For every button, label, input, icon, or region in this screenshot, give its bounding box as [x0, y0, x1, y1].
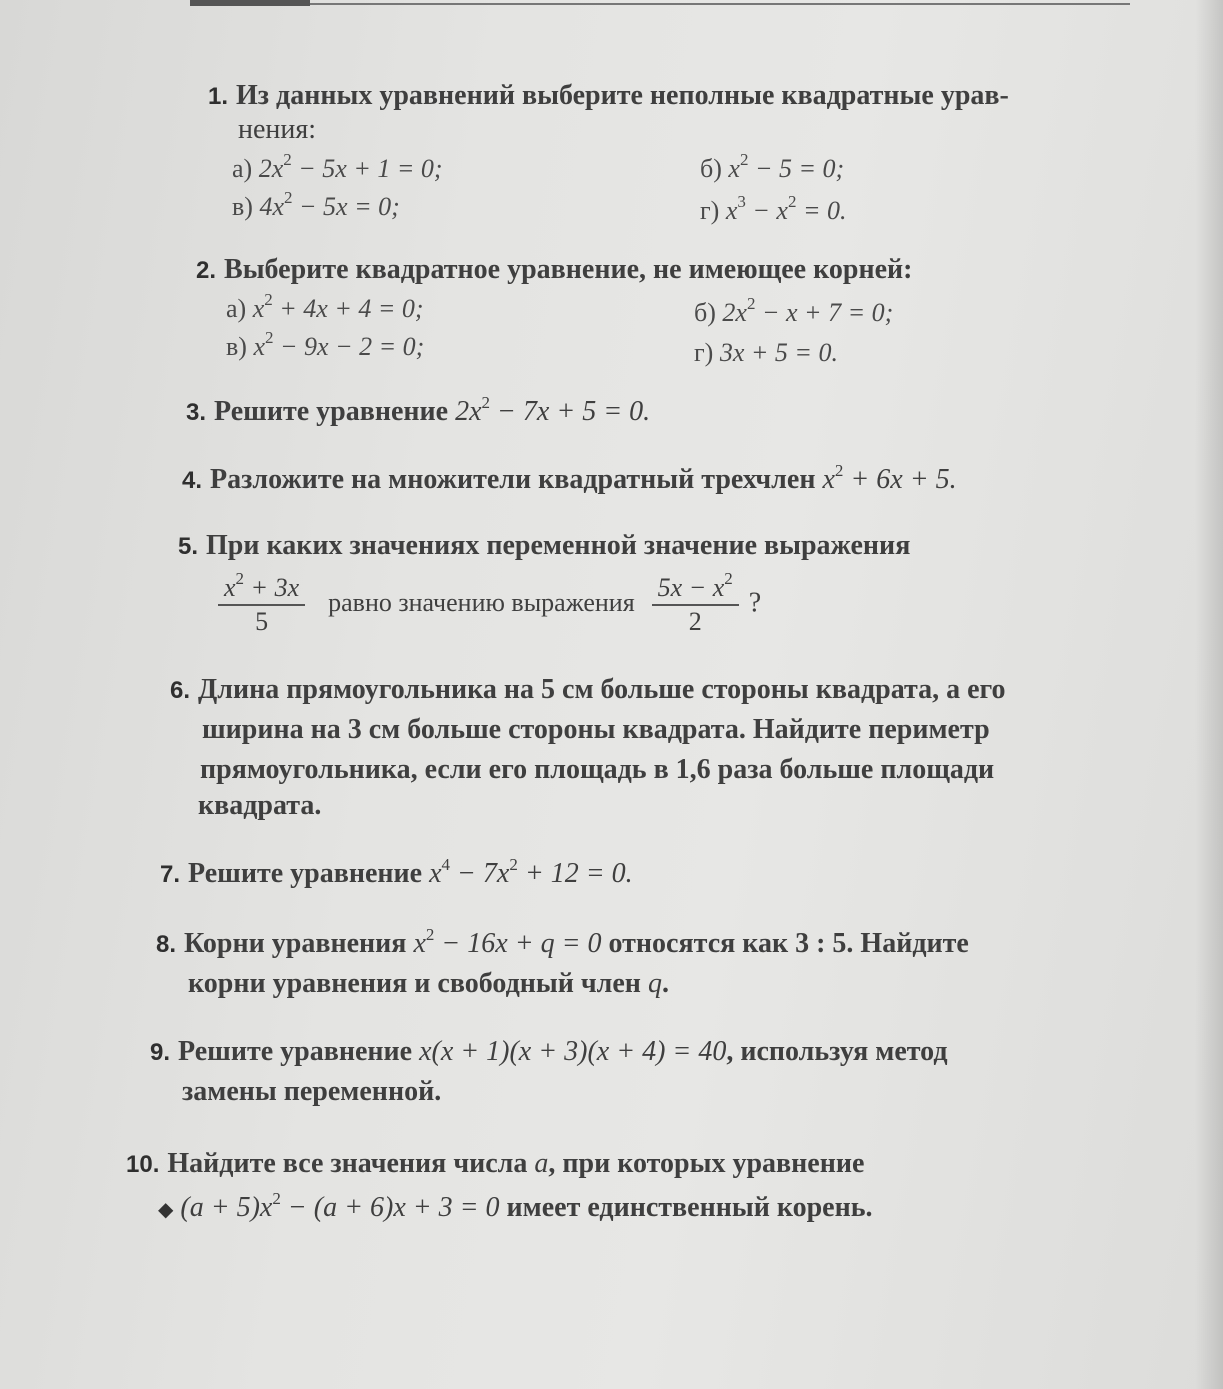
problem-2	[196, 252, 912, 289]
problem-number: 2.	[196, 257, 217, 284]
option-math: 2x	[722, 298, 747, 327]
problem-number: 10.	[126, 1151, 160, 1178]
problem-number: 5.	[178, 533, 199, 560]
option-label: в)	[226, 332, 247, 361]
problem-text: замены переменной.	[182, 1076, 442, 1107]
problem-text: Из данных уравнений выберите неполные квадратные урав-	[236, 80, 1009, 111]
equation: − 16x + q = 0	[434, 928, 602, 959]
problem-text: имеет единственный корень.	[499, 1192, 873, 1223]
problem-1-option-c	[232, 190, 400, 224]
exponent: 2	[264, 290, 273, 310]
option-math: − 5x = 0;	[292, 192, 400, 221]
problem-10-line-2	[158, 1190, 873, 1228]
equation: − (a + 6)x + 3 = 0	[280, 1192, 500, 1223]
problem-6-line-4	[198, 788, 321, 824]
exponent: 2	[425, 924, 435, 944]
exponent: 2	[724, 569, 733, 589]
problem-text: .	[661, 968, 669, 999]
header-bar	[190, 0, 310, 6]
equation: x	[822, 464, 835, 495]
exponent: 2	[264, 328, 274, 348]
option-math: 4x	[259, 192, 284, 221]
numerator: 5x − x	[657, 573, 725, 602]
option-math: 3x + 5 = 0.	[719, 338, 838, 367]
option-math: − 5x + 1 = 0;	[291, 154, 443, 183]
problem-text: Разложите на множители квадратный трехчлен	[210, 464, 823, 495]
problem-text: ширина на 3 см больше стороны квадрата. Найдите периметр	[202, 714, 990, 745]
exponent: 2	[283, 188, 293, 208]
exponent: 2	[746, 294, 756, 314]
problem-number: 9.	[150, 1039, 171, 1066]
equation: + 12 = 0.	[517, 858, 633, 889]
option-math: + 4x + 4 = 0;	[272, 294, 424, 323]
option-label: а)	[226, 294, 247, 323]
problem-text: Длина прямоугольника на 5 см больше стороны квадрата, а его	[198, 674, 1006, 705]
option-math: − x	[745, 196, 788, 225]
problem-text: , при которых уравнение	[548, 1148, 865, 1179]
problem-text: , используя метод	[726, 1036, 948, 1067]
problem-text: Найдите все значения числа	[167, 1148, 535, 1179]
problem-number: 1.	[208, 83, 229, 110]
problem-text: нения:	[238, 114, 317, 145]
problem-1	[208, 78, 1009, 115]
exponent: 4	[441, 854, 451, 874]
equation: + 6x + 5.	[843, 464, 957, 495]
option-label: б)	[694, 298, 716, 327]
denominator: 2	[688, 607, 702, 636]
problem-2-option-b	[694, 296, 893, 330]
option-math: x	[253, 332, 265, 361]
option-math: 2x	[258, 154, 284, 183]
problem-1-option-d	[700, 194, 847, 228]
problem-text: относятся как 3 : 5. Найдите	[601, 928, 969, 959]
option-label: г)	[700, 196, 720, 225]
exponent: 2	[272, 1188, 281, 1208]
problem-text: Решите уравнение	[188, 858, 430, 889]
problem-2-option-a	[226, 292, 424, 326]
option-math: x	[252, 294, 265, 323]
problem-6	[170, 672, 1006, 709]
fraction-1	[218, 569, 305, 638]
problem-7	[160, 856, 633, 893]
fraction-2	[652, 569, 739, 638]
problem-number: 7.	[160, 861, 181, 888]
problem-text: Решите уравнение	[178, 1036, 420, 1067]
problem-3	[186, 394, 650, 431]
problem-5-expression	[208, 569, 762, 638]
equation: 2x	[455, 396, 482, 427]
problem-9-line-2	[182, 1074, 441, 1110]
problem-number: 8.	[156, 931, 177, 958]
problem-1-option-b	[700, 152, 844, 186]
option-math: x	[725, 196, 738, 225]
problem-number: 6.	[170, 677, 191, 704]
option-math: = 0.	[796, 196, 847, 225]
exponent: 2	[481, 392, 491, 412]
problem-2-option-c	[226, 330, 424, 364]
problem-6-line-2	[202, 712, 990, 748]
variable-a: a	[534, 1148, 549, 1179]
problem-2-option-d	[694, 336, 838, 370]
problem-number: 3.	[186, 399, 207, 426]
problem-text: равно значению выражения	[328, 588, 635, 618]
option-label: а)	[232, 154, 253, 183]
exponent: 3	[737, 192, 746, 212]
problem-text: квадрата.	[198, 790, 322, 821]
problem-text: Корни уравнения	[184, 928, 414, 959]
option-math: − x + 7 = 0;	[755, 298, 894, 327]
problem-10	[126, 1146, 864, 1183]
problem-8-line-2	[188, 966, 669, 1002]
problem-4	[182, 462, 957, 499]
problem-text: Выберите квадратное уравнение, не имеющее корней:	[224, 254, 913, 285]
problem-text: корни уравнения и свободный член	[188, 968, 648, 999]
header-rule	[310, 3, 1130, 5]
option-math: x	[728, 154, 740, 183]
problem-text: Решите уравнение	[214, 396, 456, 427]
problem-text: При каких значениях переменной значение выражения	[206, 530, 911, 561]
page-edge-shadow	[1195, 0, 1223, 1389]
option-math: − 5 = 0;	[748, 154, 845, 183]
exponent: 2	[834, 460, 844, 480]
denominator: 5	[255, 607, 269, 636]
variable-q: q	[647, 968, 662, 999]
difficulty-marker-icon: ◆	[158, 1199, 174, 1221]
equation: x(x + 1)(x + 3)(x + 4) = 40	[419, 1036, 727, 1067]
option-label: г)	[694, 338, 714, 367]
equation: (a + 5)x	[180, 1192, 273, 1223]
question-mark: ?	[748, 587, 762, 619]
equation: − 7x + 5 = 0.	[490, 396, 651, 427]
option-label: б)	[700, 154, 722, 183]
numerator: x	[224, 573, 236, 602]
problem-6-line-3	[200, 752, 994, 788]
exponent: 2	[787, 192, 797, 212]
problem-8	[156, 926, 969, 963]
exponent: 2	[509, 854, 518, 874]
equation: x	[413, 928, 426, 959]
problem-9	[150, 1034, 948, 1071]
numerator: + 3x	[244, 573, 300, 602]
exponent: 2	[739, 150, 749, 170]
exponent: 2	[235, 569, 245, 589]
equation: − 7x	[450, 858, 510, 889]
option-math: − 9x − 2 = 0;	[273, 332, 425, 361]
option-label: в)	[232, 192, 253, 221]
problem-5	[178, 528, 910, 565]
problem-1-line-2	[238, 112, 316, 148]
exponent: 2	[283, 150, 292, 170]
problem-1-option-a	[232, 152, 443, 186]
problem-text: прямоугольника, если его площадь в 1,6 раза больше площади	[200, 754, 995, 785]
problem-number: 4.	[182, 467, 203, 494]
equation: x	[429, 858, 442, 889]
